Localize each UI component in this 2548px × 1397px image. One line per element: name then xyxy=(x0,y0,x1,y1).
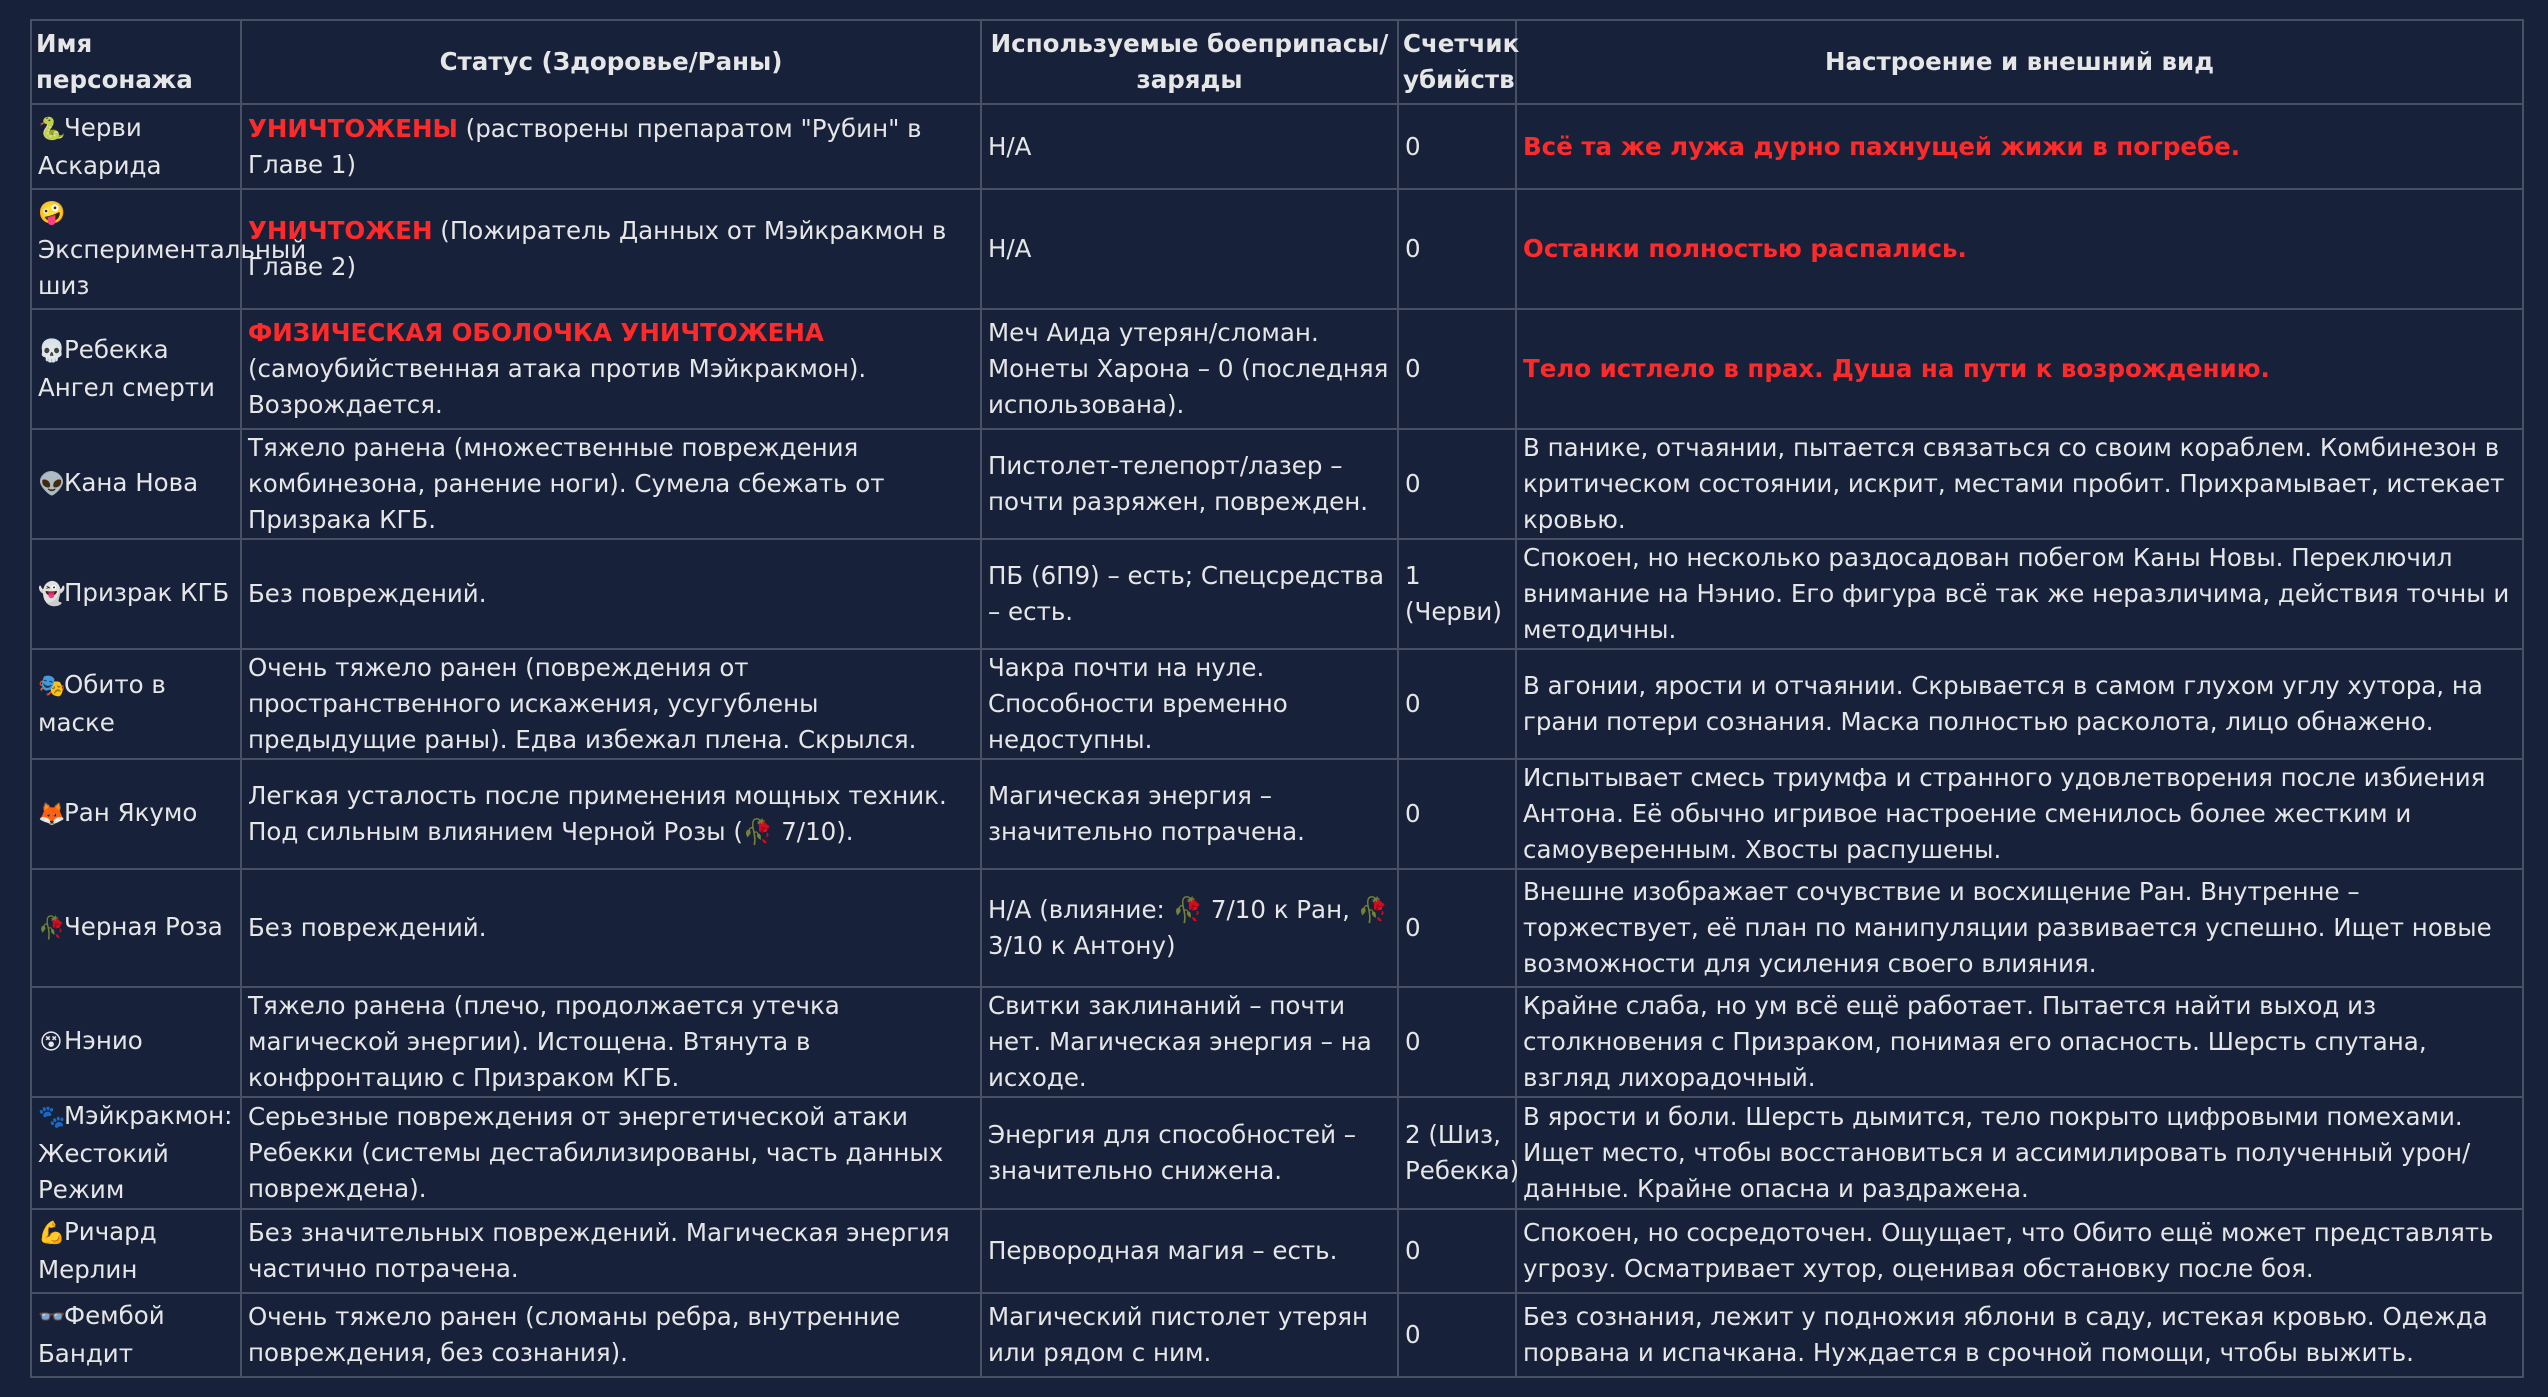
mood-cell: Останки полностью распались. xyxy=(1516,189,2523,309)
worm-icon: 🐍 xyxy=(38,116,66,142)
status-cell xyxy=(241,189,981,309)
character-name: Черная Роза xyxy=(64,912,223,941)
character-name-cell xyxy=(31,1209,241,1293)
kill-count-cell: 2 (Шиз, Ребекка) xyxy=(1398,1097,1516,1209)
status-cell xyxy=(241,987,981,1097)
character-name: Ребекка Ангел смерти xyxy=(38,335,215,402)
status-cell xyxy=(241,869,981,987)
character-name: Обито в маске xyxy=(38,670,166,737)
status-text: Без повреждений. xyxy=(248,913,487,942)
ammo-cell: Меч Аида утерян/сломан. Монеты Харона – 0 (последняя использована). xyxy=(981,309,1398,429)
status-alert: ФИЗИЧЕСКАЯ ОБОЛОЧКА УНИЧТОЖЕНА xyxy=(248,318,824,347)
ghost-icon: 👻 xyxy=(38,582,66,607)
character-name-cell xyxy=(31,429,241,539)
character-name-cell xyxy=(31,1097,241,1209)
ammo-cell: ПБ (6П9) – есть; Спецсредства – есть. xyxy=(981,539,1398,649)
table-body xyxy=(31,104,2523,1377)
skull-icon: 💀 xyxy=(38,339,66,364)
header-kills: Счетчик убийств xyxy=(1398,20,1516,104)
character-name-cell xyxy=(31,104,241,189)
status-cell xyxy=(241,1293,981,1377)
character-name-cell xyxy=(31,987,241,1097)
table-row xyxy=(31,539,2523,649)
status-text: Очень тяжело ранен (сломаны ребра, внутренние повреждения, без сознания). xyxy=(248,1302,901,1367)
mood-cell: В панике, отчаянии, пытается связаться со своим кораблем. Комбинезон в критическом состоянии, искрит, местами пробит. Прихрамывает, истекает кровью. xyxy=(1516,429,2523,539)
status-text: Без значительных повреждений. Магическая энергия частично потрачена. xyxy=(248,1218,950,1283)
character-name: Призрак КГБ xyxy=(64,578,230,607)
character-name: Ричард Мерлин xyxy=(38,1217,157,1284)
status-text: (самоубийственная атака против Мэйкракмон). Возрождается. xyxy=(248,354,867,419)
alien-icon: 👽 xyxy=(38,472,66,497)
kill-count-cell: 0 xyxy=(1398,309,1516,429)
character-name: Экспериментальный шиз xyxy=(38,235,307,300)
character-name-cell xyxy=(31,649,241,759)
mood-cell: Крайне слаба, но ум всё ещё работает. Пытается найти выход из столкновения с Призраком, понимая его опасность. Шерсть спутана, взгляд лихорадочный. xyxy=(1516,987,2523,1097)
header-status: Статус (Здоровье/Раны) xyxy=(241,20,981,104)
status-cell xyxy=(241,649,981,759)
crazy-face-icon: 🤪 xyxy=(38,201,66,226)
table-row xyxy=(31,429,2523,539)
kill-count-cell: 0 xyxy=(1398,869,1516,987)
kill-count-cell: 0 xyxy=(1398,429,1516,539)
status-cell xyxy=(241,1209,981,1293)
kill-count-cell: 0 xyxy=(1398,987,1516,1097)
mood-cell: Тело истлело в прах. Душа на пути к возрождению. xyxy=(1516,309,2523,429)
table-row xyxy=(31,189,2523,309)
status-cell xyxy=(241,759,981,869)
mood-cell: Испытывает смесь триумфа и странного удовлетворения после избиения Антона. Её обычно игривое настроение сменилось более жестким и самоуверенным. Хвосты распушены. xyxy=(1516,759,2523,869)
character-status-table xyxy=(30,19,2524,1378)
ammo-cell: Магический пистолет утерян или рядом с ним. xyxy=(981,1293,1398,1377)
status-text: (растворены препаратом "Рубин" в Главе 1) xyxy=(248,113,922,179)
ammo-cell: Магическая энергия – значительно потрачена. xyxy=(981,759,1398,869)
glasses-icon: 👓 xyxy=(38,1305,66,1330)
status-text: Без повреждений. xyxy=(248,579,487,608)
table-row xyxy=(31,759,2523,869)
character-name-cell xyxy=(31,1293,241,1377)
table-row xyxy=(31,649,2523,759)
character-name: Мэйкракмон: Жестокий Режим xyxy=(38,1101,233,1204)
mood-cell: В ярости и боли. Шерсть дымится, тело покрыто цифровыми помехами. Ищет место, чтобы восстановиться и ассимилировать полученный урон/данные. Крайне опасна и раздражена. xyxy=(1516,1097,2523,1209)
table-row xyxy=(31,1209,2523,1293)
status-text: Серьезные повреждения от энергетической атаки Ребекки (системы дестабилизированы, часть данных повреждена). xyxy=(248,1102,944,1203)
status-text: Тяжело ранена (множественные повреждения комбинезона, ранение ноги). Сумела сбежать от Призрака КГБ. xyxy=(248,433,885,534)
kill-count-cell: 0 xyxy=(1398,104,1516,189)
mood-cell: Внешне изображает сочувствие и восхищение Ран. Внутренне – торжествует, её план по манипуляции развивается успешно. Ищет новые возможности для усиления своего влияния. xyxy=(1516,869,2523,987)
kill-count-cell: 0 xyxy=(1398,759,1516,869)
ammo-cell: Н/А xyxy=(981,189,1398,309)
status-text: Легкая усталость после применения мощных техник. Под сильным влиянием Черной Розы (🥀 7/10). xyxy=(248,781,947,846)
status-text: Очень тяжело ранен (повреждения от пространственного искажения, усугублены предыдущие раны). Едва избежал плена. Скрылся. xyxy=(248,653,917,754)
character-name: Ран Якумо xyxy=(64,798,198,827)
status-cell xyxy=(241,539,981,649)
character-name: Кана Нова xyxy=(64,468,199,497)
status-alert: УНИЧТОЖЕНЫ xyxy=(248,113,458,143)
table-row xyxy=(31,869,2523,987)
flexed-biceps-icon: 💪 xyxy=(38,1221,66,1246)
mood-cell: Спокоен, но несколько раздосадован побегом Каны Новы. Переключил внимание на Нэнио. Его фигура всё так же неразличима, действия точны и методичны. xyxy=(1516,539,2523,649)
kill-count-cell: 0 xyxy=(1398,1209,1516,1293)
header-mood: Настроение и внешний вид xyxy=(1516,20,2523,104)
table-row xyxy=(31,987,2523,1097)
header-ammo: Используемые боеприпасы/ заряды xyxy=(981,20,1398,104)
ammo-cell: Пистолет-телепорт/лазер – почти разряжен, поврежден. xyxy=(981,429,1398,539)
status-cell xyxy=(241,429,981,539)
kill-count-cell: 0 xyxy=(1398,649,1516,759)
kill-count-cell: 1 (Черви) xyxy=(1398,539,1516,649)
character-name: Нэнио xyxy=(64,1026,143,1055)
mood-cell: Спокоен, но сосредоточен. Ощущает, что Обито ещё может представлять угрозу. Осматривает хутор, оценивая обстановку после боя. xyxy=(1516,1209,2523,1293)
ammo-cell: Первородная магия – есть. xyxy=(981,1209,1398,1293)
table-row xyxy=(31,309,2523,429)
header-name: Имя персонажа xyxy=(31,20,241,104)
paw-prints-icon: 🐾 xyxy=(38,1105,66,1130)
status-cell xyxy=(241,1097,981,1209)
status-cell xyxy=(241,104,981,189)
ammo-cell: Энергия для способностей – значительно снижена. xyxy=(981,1097,1398,1209)
character-name-cell xyxy=(31,189,307,309)
table-row xyxy=(31,1293,2523,1377)
table-row xyxy=(31,1097,2523,1209)
ammo-cell: Чакра почти на нуле. Способности временно недоступны. xyxy=(981,649,1398,759)
character-name: Фембой Бандит xyxy=(38,1301,165,1368)
status-cell xyxy=(241,309,981,429)
status-alert: УНИЧТОЖЕН xyxy=(248,216,433,245)
character-status-table-container xyxy=(30,19,2522,1378)
mood-cell: Всё та же лужа дурно пахнущей жижи в погребе. xyxy=(1516,104,2523,189)
mask-icon: 🎭 xyxy=(38,674,66,699)
kill-count-cell: 0 xyxy=(1398,1293,1516,1377)
character-name: Черви Аскарида xyxy=(38,112,162,180)
ammo-cell: Н/А xyxy=(981,104,1398,189)
kill-count-cell: 0 xyxy=(1398,189,1516,309)
table-row xyxy=(31,104,2523,189)
status-text: Тяжело ранена (плечо, продолжается утечка магической энергии). Истощена. Втянута в конфронтацию с Призраком КГБ. xyxy=(248,991,840,1092)
fox-icon: 🦊 xyxy=(38,802,66,827)
dizzy-face-icon: 😵 xyxy=(39,1030,63,1055)
table-header-row xyxy=(31,20,2523,104)
character-name-cell xyxy=(31,539,241,649)
status-text: (Пожиратель Данных от Мэйкракмон в Главе 2) xyxy=(248,216,947,281)
character-name-cell xyxy=(31,309,241,429)
ammo-cell: Н/А (влияние: 🥀 7/10 к Ран, 🥀 3/10 к Антону) xyxy=(981,869,1398,987)
mood-cell: Без сознания, лежит у подножия яблони в саду, истекая кровью. Одежда порвана и испачкана. Нуждается в срочной помощи, чтобы выжить. xyxy=(1516,1293,2523,1377)
wilted-rose-icon: 🥀 xyxy=(38,916,66,941)
character-name-cell xyxy=(31,759,241,869)
character-name-cell xyxy=(31,869,241,987)
mood-cell: В агонии, ярости и отчаянии. Скрывается в самом глухом углу хутора, на грани потери сознания. Маска полностью расколота, лицо обнажено. xyxy=(1516,649,2523,759)
ammo-cell: Свитки заклинаний – почти нет. Магическая энергия – на исходе. xyxy=(981,987,1398,1097)
